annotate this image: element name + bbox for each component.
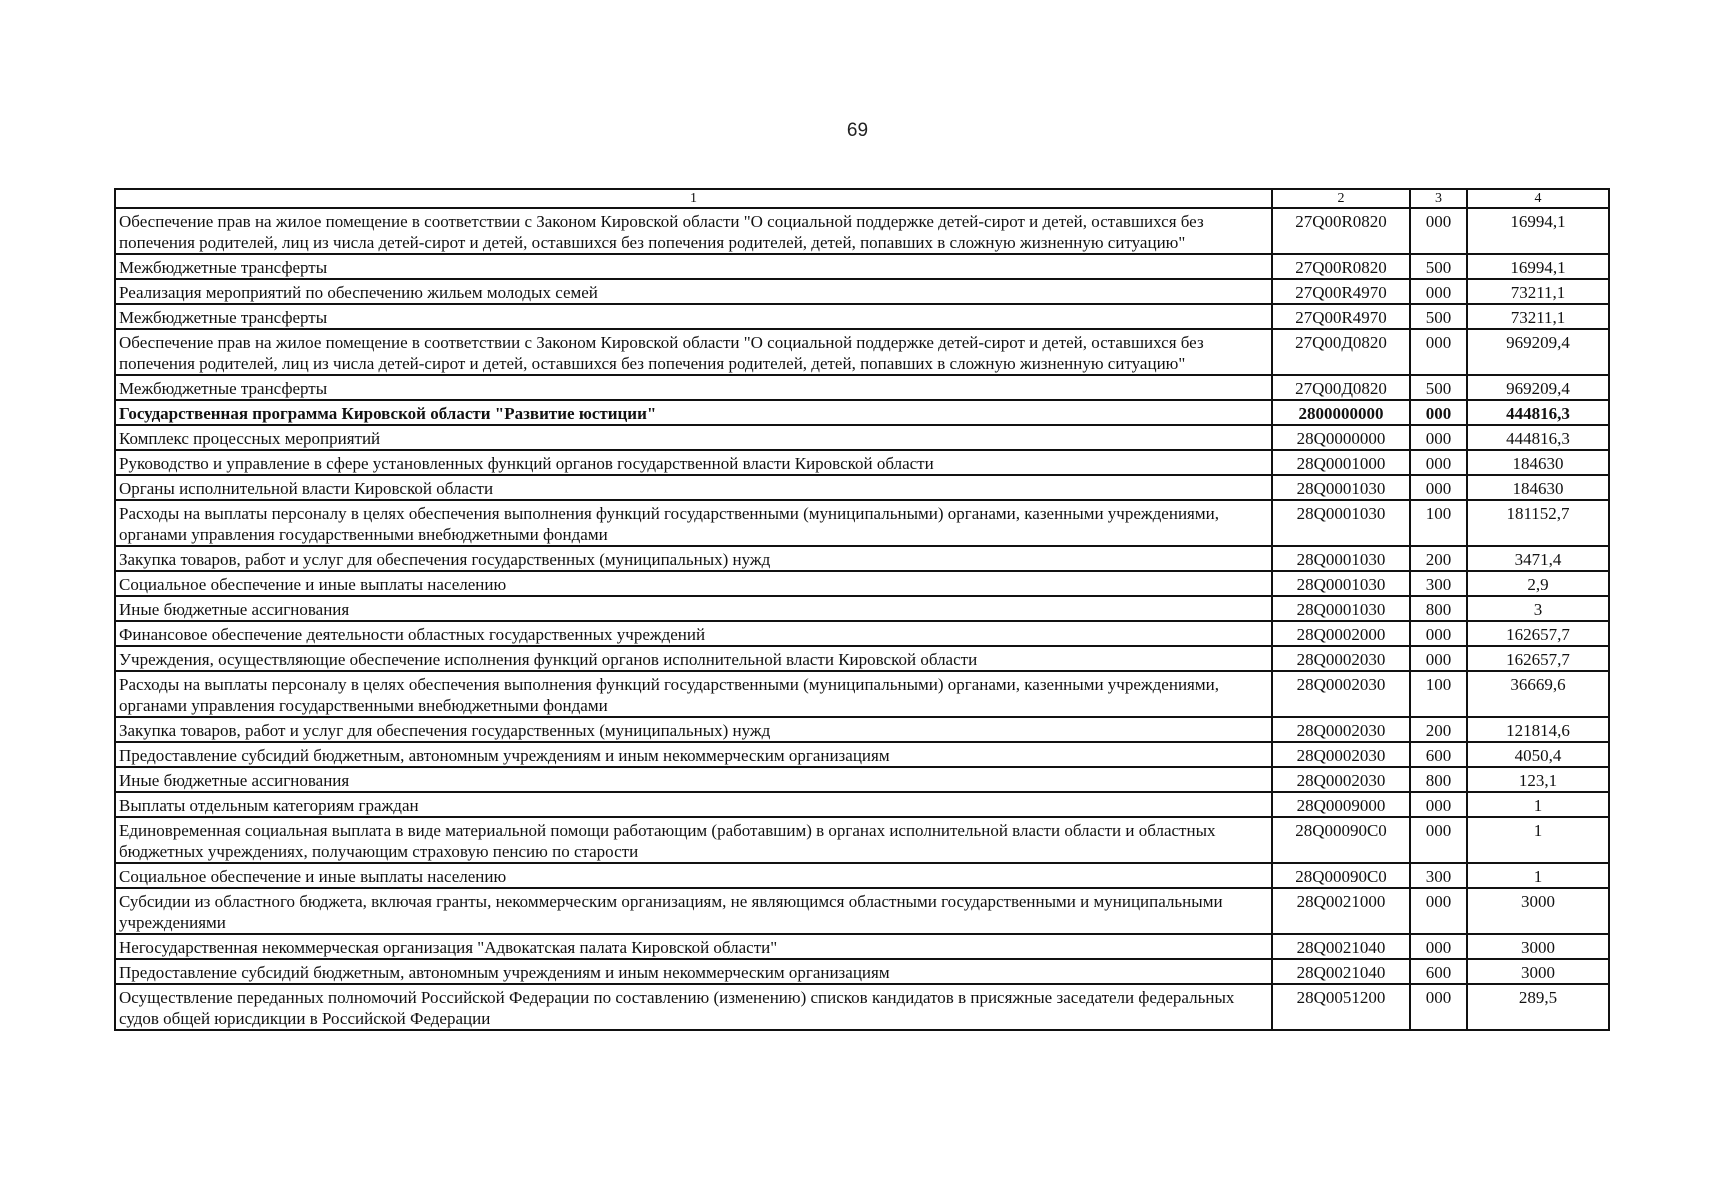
- row-amount-cell: 444816,3: [1467, 400, 1609, 425]
- row-code-cell: 27Q00Д0820: [1272, 375, 1410, 400]
- table-row: [115, 304, 1609, 329]
- header-col-4: 4: [1467, 189, 1609, 208]
- table-row: [115, 984, 1609, 1030]
- table-row: [115, 646, 1609, 671]
- row-amount-cell: 969209,4: [1467, 375, 1609, 400]
- row-expense-type-cell: 500: [1410, 304, 1467, 329]
- row-expense-type-cell: 000: [1410, 208, 1467, 254]
- row-code-cell: 27Q00Д0820: [1272, 329, 1410, 375]
- header-col-1: 1: [115, 189, 1272, 208]
- row-name-cell: Предоставление субсидий бюджетным, автономным учреждениям и иным некоммерческим организациям: [115, 959, 1272, 984]
- row-code-cell: 2800000000: [1272, 400, 1410, 425]
- row-amount-cell: 3000: [1467, 888, 1609, 934]
- row-code-cell: 28Q0001000: [1272, 450, 1410, 475]
- row-code-cell: 28Q0021040: [1272, 959, 1410, 984]
- row-amount-cell: 444816,3: [1467, 425, 1609, 450]
- table-row: [115, 817, 1609, 863]
- table-row: [115, 596, 1609, 621]
- row-code-cell: 28Q0009000: [1272, 792, 1410, 817]
- row-expense-type-cell: 000: [1410, 817, 1467, 863]
- row-expense-type-cell: 000: [1410, 400, 1467, 425]
- row-expense-type-cell: 000: [1410, 984, 1467, 1030]
- table-row: [115, 621, 1609, 646]
- row-name-cell: Единовременная социальная выплата в виде материальной помощи работающим (работавшим) в органах исполнительной власти области и областных бюджетных учреждениях, получающим страховую пенсию по старости: [115, 817, 1272, 863]
- row-expense-type-cell: 000: [1410, 621, 1467, 646]
- table-row: [115, 500, 1609, 546]
- row-code-cell: 28Q0002030: [1272, 742, 1410, 767]
- row-expense-type-cell: 600: [1410, 742, 1467, 767]
- row-expense-type-cell: 000: [1410, 888, 1467, 934]
- row-code-cell: 27Q00R4970: [1272, 304, 1410, 329]
- row-code-cell: 28Q0051200: [1272, 984, 1410, 1030]
- table-body: [115, 208, 1609, 1030]
- row-expense-type-cell: 000: [1410, 279, 1467, 304]
- row-name-cell: Межбюджетные трансферты: [115, 375, 1272, 400]
- row-code-cell: 28Q0021000: [1272, 888, 1410, 934]
- row-amount-cell: 969209,4: [1467, 329, 1609, 375]
- row-amount-cell: 73211,1: [1467, 279, 1609, 304]
- row-amount-cell: 1: [1467, 792, 1609, 817]
- table-header-row: [115, 189, 1609, 208]
- row-code-cell: 28Q0001030: [1272, 546, 1410, 571]
- table-row: [115, 671, 1609, 717]
- row-expense-type-cell: 000: [1410, 792, 1467, 817]
- row-code-cell: 28Q0001030: [1272, 596, 1410, 621]
- row-amount-cell: 73211,1: [1467, 304, 1609, 329]
- table-row: [115, 863, 1609, 888]
- table-row: [115, 475, 1609, 500]
- row-name-cell: Органы исполнительной власти Кировской области: [115, 475, 1272, 500]
- table-row: [115, 546, 1609, 571]
- row-name-cell: Обеспечение прав на жилое помещение в соответствии с Законом Кировской области "О социальной поддержке детей-сирот и детей, оставшихся без попечения родителей, лиц из числа детей-сирот и детей, оставшихся без попечения родителей, детей, попавших в сложную жизненную ситуацию": [115, 208, 1272, 254]
- row-code-cell: 28Q0021040: [1272, 934, 1410, 959]
- row-amount-cell: 162657,7: [1467, 621, 1609, 646]
- row-code-cell: 28Q0001030: [1272, 475, 1410, 500]
- row-name-cell: Субсидии из областного бюджета, включая гранты, некоммерческим организациям, не являющимся областными государственными и муниципальными учреждениями: [115, 888, 1272, 934]
- row-amount-cell: 36669,6: [1467, 671, 1609, 717]
- row-amount-cell: 1: [1467, 817, 1609, 863]
- row-expense-type-cell: 300: [1410, 571, 1467, 596]
- row-amount-cell: 3000: [1467, 959, 1609, 984]
- row-amount-cell: 16994,1: [1467, 208, 1609, 254]
- row-name-cell: Реализация мероприятий по обеспечению жильем молодых семей: [115, 279, 1272, 304]
- row-amount-cell: 121814,6: [1467, 717, 1609, 742]
- table-row: [115, 425, 1609, 450]
- row-expense-type-cell: 600: [1410, 959, 1467, 984]
- row-amount-cell: 181152,7: [1467, 500, 1609, 546]
- row-expense-type-cell: 500: [1410, 254, 1467, 279]
- row-code-cell: 28Q00090C0: [1272, 817, 1410, 863]
- row-amount-cell: 3: [1467, 596, 1609, 621]
- row-amount-cell: 2,9: [1467, 571, 1609, 596]
- row-name-cell: Иные бюджетные ассигнования: [115, 596, 1272, 621]
- row-code-cell: 28Q0001030: [1272, 500, 1410, 546]
- row-name-cell: Негосударственная некоммерческая организация "Адвокатская палата Кировской области": [115, 934, 1272, 959]
- header-col-3: 3: [1410, 189, 1467, 208]
- table-row: [115, 571, 1609, 596]
- row-amount-cell: 184630: [1467, 475, 1609, 500]
- row-amount-cell: 4050,4: [1467, 742, 1609, 767]
- row-code-cell: 28Q0002030: [1272, 646, 1410, 671]
- row-code-cell: 28Q0002030: [1272, 767, 1410, 792]
- table-row: [115, 742, 1609, 767]
- row-amount-cell: 16994,1: [1467, 254, 1609, 279]
- row-expense-type-cell: 000: [1410, 329, 1467, 375]
- row-amount-cell: 184630: [1467, 450, 1609, 475]
- table-row: [115, 450, 1609, 475]
- row-name-cell: Межбюджетные трансферты: [115, 304, 1272, 329]
- row-code-cell: 27Q00R4970: [1272, 279, 1410, 304]
- row-amount-cell: 1: [1467, 863, 1609, 888]
- row-expense-type-cell: 000: [1410, 425, 1467, 450]
- row-name-cell: Расходы на выплаты персоналу в целях обеспечения выполнения функций государственными (муниципальными) органами, казенными учреждениями, органами управления государственными внебюджетными фондами: [115, 671, 1272, 717]
- row-name-cell: Финансовое обеспечение деятельности областных государственных учреждений: [115, 621, 1272, 646]
- row-code-cell: 28Q0000000: [1272, 425, 1410, 450]
- page-number: 69: [846, 120, 869, 141]
- row-code-cell: 28Q0002030: [1272, 671, 1410, 717]
- table-row: [115, 254, 1609, 279]
- row-expense-type-cell: 200: [1410, 546, 1467, 571]
- row-name-cell: Руководство и управление в сфере установленных функций органов государственной власти Кировской области: [115, 450, 1272, 475]
- row-name-cell: Учреждения, осуществляющие обеспечение исполнения функций органов исполнительной власти Кировской области: [115, 646, 1272, 671]
- row-code-cell: 28Q0002030: [1272, 717, 1410, 742]
- row-amount-cell: 123,1: [1467, 767, 1609, 792]
- row-amount-cell: 3000: [1467, 934, 1609, 959]
- row-name-cell: Комплекс процессных мероприятий: [115, 425, 1272, 450]
- row-expense-type-cell: 000: [1410, 475, 1467, 500]
- table-row: [115, 400, 1609, 425]
- table-row: [115, 717, 1609, 742]
- table-row: [115, 208, 1609, 254]
- row-expense-type-cell: 200: [1410, 717, 1467, 742]
- row-expense-type-cell: 000: [1410, 934, 1467, 959]
- table-row: [115, 959, 1609, 984]
- row-name-cell: Закупка товаров, работ и услуг для обеспечения государственных (муниципальных) нужд: [115, 717, 1272, 742]
- row-name-cell: Осуществление переданных полномочий Российской Федерации по составлению (изменению) списков кандидатов в присяжные заседатели федеральных судов общей юрисдикции в Российской Федерации: [115, 984, 1272, 1030]
- row-expense-type-cell: 500: [1410, 375, 1467, 400]
- row-expense-type-cell: 800: [1410, 596, 1467, 621]
- row-code-cell: 27Q00R0820: [1272, 208, 1410, 254]
- row-name-cell: Межбюджетные трансферты: [115, 254, 1272, 279]
- row-name-cell: Предоставление субсидий бюджетным, автономным учреждениям и иным некоммерческим организациям: [115, 742, 1272, 767]
- row-name-cell: Социальное обеспечение и иные выплаты населению: [115, 863, 1272, 888]
- row-name-cell: Государственная программа Кировской области "Развитие юстиции": [115, 400, 1272, 425]
- row-code-cell: 28Q0001030: [1272, 571, 1410, 596]
- row-expense-type-cell: 000: [1410, 646, 1467, 671]
- row-expense-type-cell: 800: [1410, 767, 1467, 792]
- row-expense-type-cell: 300: [1410, 863, 1467, 888]
- budget-table: [114, 188, 1610, 1031]
- table-row: [115, 375, 1609, 400]
- row-name-cell: Иные бюджетные ассигнования: [115, 767, 1272, 792]
- header-col-2: 2: [1272, 189, 1410, 208]
- row-amount-cell: 289,5: [1467, 984, 1609, 1030]
- table-row: [115, 329, 1609, 375]
- row-expense-type-cell: 000: [1410, 450, 1467, 475]
- row-code-cell: 27Q00R0820: [1272, 254, 1410, 279]
- row-amount-cell: 162657,7: [1467, 646, 1609, 671]
- row-name-cell: Обеспечение прав на жилое помещение в соответствии с Законом Кировской области "О социальной поддержке детей-сирот и детей, оставшихся без попечения родителей, лиц из числа детей-сирот и детей, оставшихся без попечения родителей, детей, попавших в сложную жизненную ситуацию": [115, 329, 1272, 375]
- table-row: [115, 888, 1609, 934]
- table-row: [115, 279, 1609, 304]
- table-row: [115, 767, 1609, 792]
- row-expense-type-cell: 100: [1410, 500, 1467, 546]
- table-row: [115, 792, 1609, 817]
- table-row: [115, 934, 1609, 959]
- row-name-cell: Социальное обеспечение и иные выплаты населению: [115, 571, 1272, 596]
- row-name-cell: Выплаты отдельным категориям граждан: [115, 792, 1272, 817]
- row-code-cell: 28Q0002000: [1272, 621, 1410, 646]
- row-amount-cell: 3471,4: [1467, 546, 1609, 571]
- row-name-cell: Расходы на выплаты персоналу в целях обеспечения выполнения функций государственными (муниципальными) органами, казенными учреждениями, органами управления государственными внебюджетными фондами: [115, 500, 1272, 546]
- row-code-cell: 28Q00090C0: [1272, 863, 1410, 888]
- row-expense-type-cell: 100: [1410, 671, 1467, 717]
- row-name-cell: Закупка товаров, работ и услуг для обеспечения государственных (муниципальных) нужд: [115, 546, 1272, 571]
